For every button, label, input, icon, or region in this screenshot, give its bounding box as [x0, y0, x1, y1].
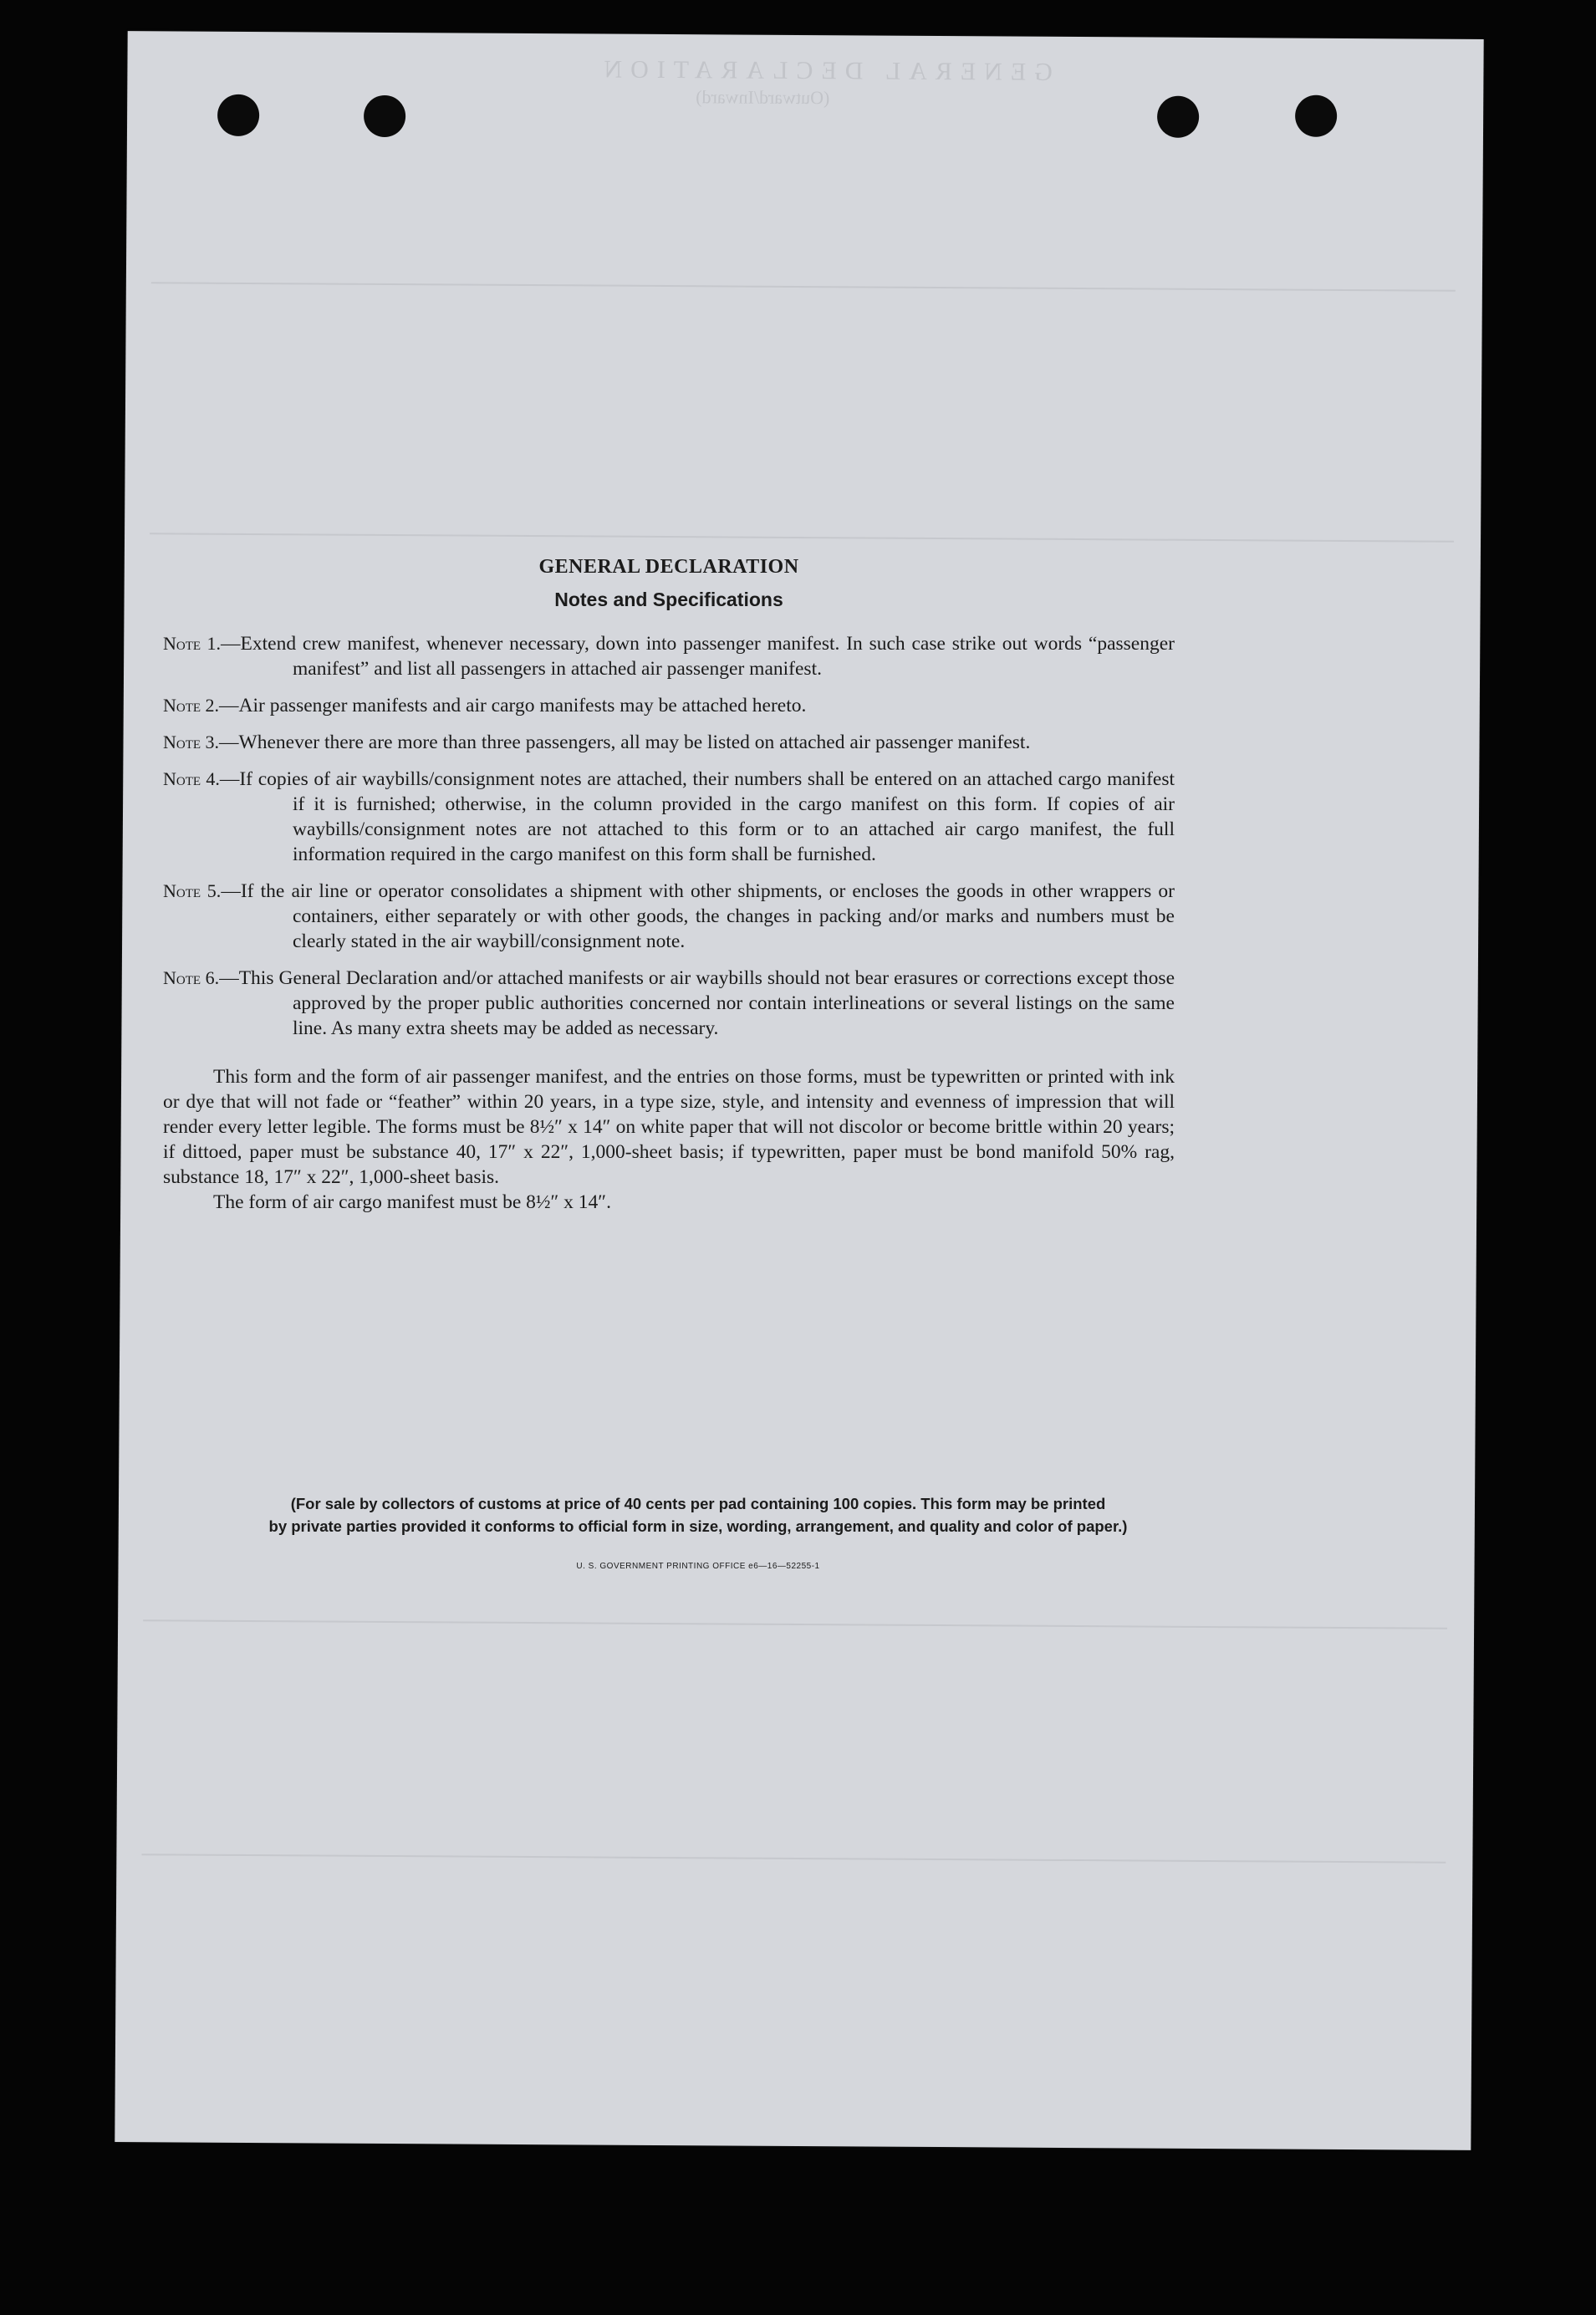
note-label: Note 1. — [163, 633, 221, 654]
note-6 — [163, 966, 1175, 1041]
note-text: —Whenever there are more than three passengers, all may be listed on attached air passenger manifest. — [219, 732, 1031, 753]
punch-hole — [1295, 95, 1337, 137]
note-text: —If copies of air waybills/consignment notes are attached, their numbers shall be entered on an attached cargo manifest if it is furnished; otherwise, in the column provided in the cargo manifest on this form. If copies of air waybills/consignment notes are not attached to this form or to an attached air cargo manifest, the full information required in the cargo manifest on this form shall be furnished. — [219, 768, 1175, 865]
note-text: —This General Declaration and/or attached manifests or air waybills should not bear erasures or corrections except those approved by the proper public authorities concerned nor contain interlineations or several listings on the same line. As many extra sheets may be added as necessary. — [219, 967, 1175, 1039]
sale-notice — [163, 1492, 1233, 1537]
reverse-side-subtitle: (Outward/Inward) — [696, 86, 830, 109]
form-requirements-paragraph: This form and the form of air passenger manifest, and the entries on those forms, must be typewritten or printed with ink or dye that will not fade or “feather” within 20 years, in a type size, style, and intensity and evenness of impression that will render every letter legible. The forms must be 8½″ x 14″ on white paper that will not discolor or become brittle within 20 years; if dittoed, paper must be substance 40, 17″ x 22″, 1,000-sheet basis; if typewritten, paper must be bond manifold 50% rag, substance 18, 17″ x 22″, 1,000-sheet basis. — [163, 1066, 1175, 1188]
reverse-side-title: GENERAL DECLARATION — [595, 55, 1053, 86]
punch-hole — [217, 94, 259, 136]
note-text: —If the air line or operator consolidates a shipment with other shipments, or encloses the goods in other wrappers or containers, either separately or with other goods, the changes in packing and/or marks and numbers must be clearly stated in the air waybill/consignment note. — [221, 880, 1175, 952]
note-text: —Air passenger manifests and air cargo manifests may be attached hereto. — [219, 695, 807, 716]
page-title: GENERAL DECLARATION — [538, 556, 799, 578]
sale-notice-line: (For sale by collectors of customs at price of 40 cents per pad containing 100 copies. This form may be printed — [290, 1495, 1106, 1512]
punch-hole — [1157, 96, 1199, 138]
punch-hole — [364, 95, 405, 137]
reverse-side-rule — [143, 1619, 1447, 1629]
note-label: Note 3. — [163, 732, 220, 752]
note-text: —Extend crew manifest, whenever necessary, down into passenger manifest. In such case strike out words “passenger manifest” and list all passengers in attached air passenger manifest. — [221, 633, 1175, 680]
note-label: Note 2. — [163, 695, 220, 716]
declaration-notes — [163, 556, 1175, 1215]
page-subtitle: Notes and Specifications — [554, 589, 783, 610]
sale-notice-line: by private parties provided it conforms to official form in size, wording, arrangement, and quality and color of paper.) — [268, 1517, 1128, 1535]
reverse-side-rule — [151, 282, 1456, 292]
note-3 — [163, 730, 1175, 755]
note-4 — [163, 767, 1175, 867]
note-label: Note 6. — [163, 967, 220, 988]
note-1 — [163, 631, 1175, 681]
note-5 — [163, 879, 1175, 954]
cargo-form-size: The form of air cargo manifest must be 8½″ x 14″. — [213, 1191, 611, 1213]
note-2 — [163, 693, 1175, 718]
printing-office-imprint: U. S. GOVERNMENT PRINTING OFFICE e6—16—52255-1 — [576, 1562, 820, 1571]
note-label: Note 5. — [163, 880, 222, 901]
reverse-side-rule — [141, 1854, 1446, 1864]
reverse-side-rule — [150, 533, 1454, 543]
note-label: Note 4. — [163, 768, 220, 789]
